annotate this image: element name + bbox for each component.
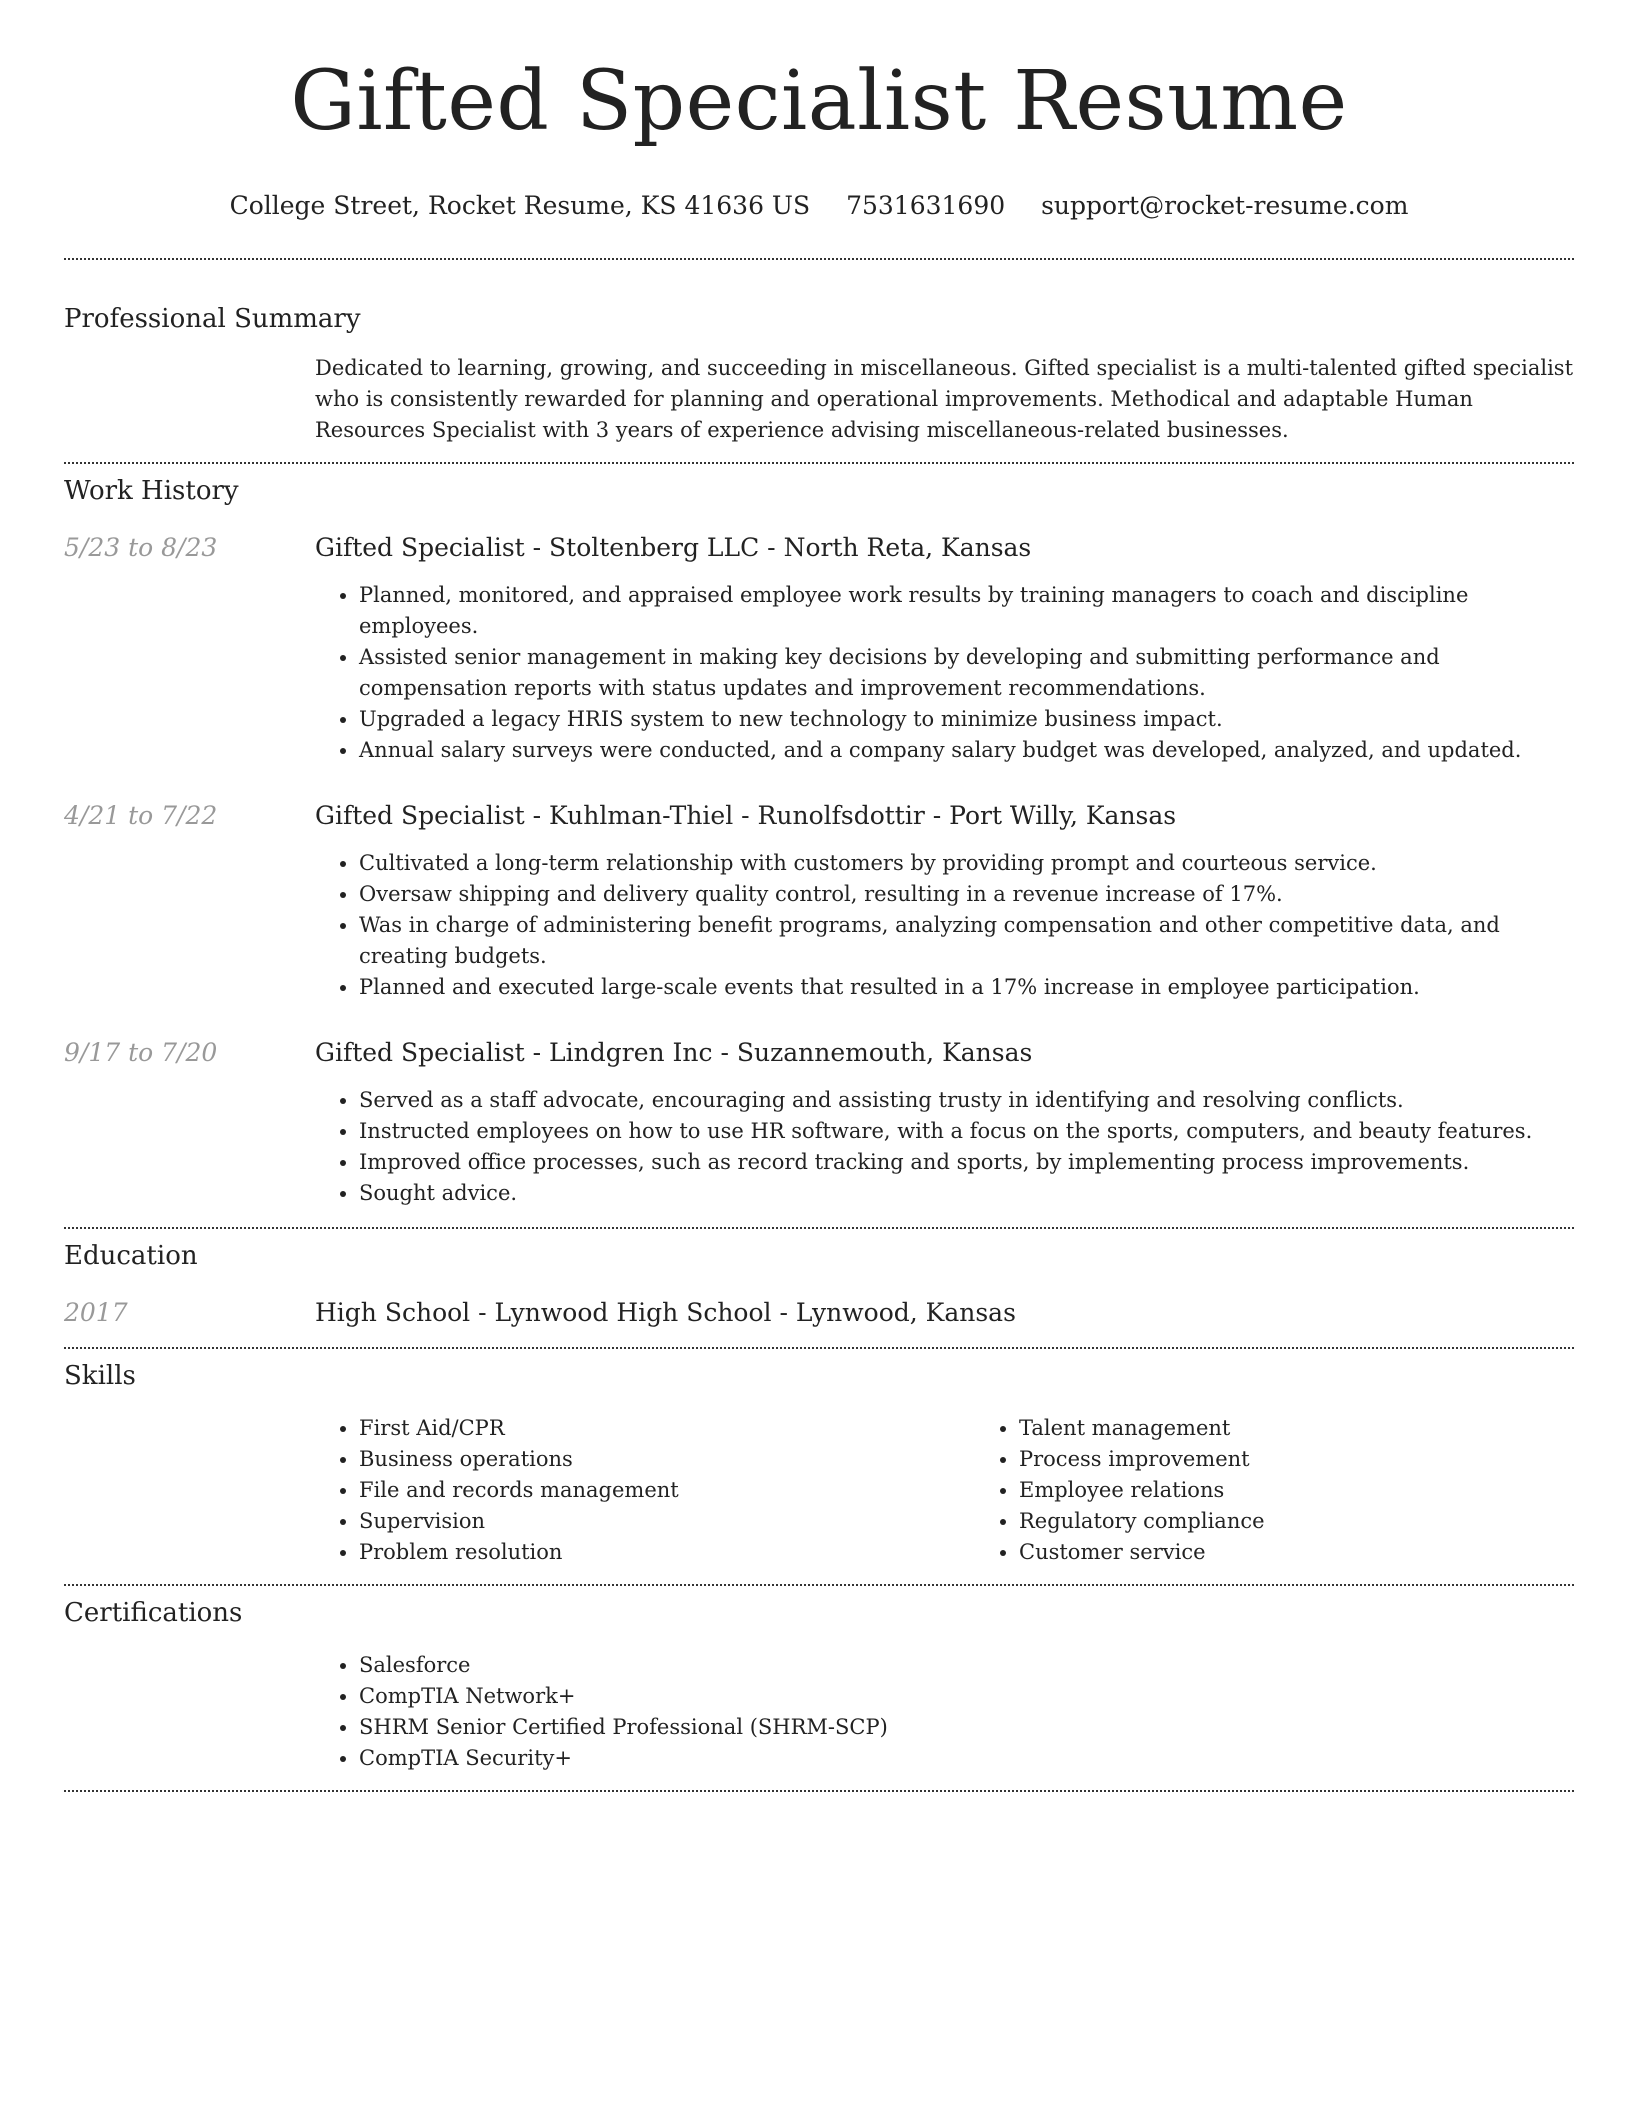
- list-item: • Assisted senior management in making key decisions by developing and submitting performance and compensation reports with status updates and improvement recommendations.: [359, 642, 1574, 704]
- list-item: • Planned, monitored, and appraised employee work results by training managers to coach and discipline employees.: [359, 580, 1574, 642]
- list-item: • CompTIA Security+: [359, 1743, 1574, 1774]
- skills-column-2: [975, 1413, 1574, 1568]
- list-item: • Supervision: [359, 1506, 975, 1537]
- certifications-heading: Certifications: [64, 1598, 243, 1628]
- certifications-body: [315, 1650, 1574, 1774]
- list-item: • Regulatory compliance: [1019, 1506, 1574, 1537]
- divider: [64, 1790, 1574, 1792]
- certifications-section: [64, 1596, 1574, 1774]
- education-section: [64, 1239, 1574, 1329]
- job-body: [315, 800, 1574, 1003]
- job-bullets: [315, 580, 1574, 766]
- summary-row: [64, 353, 1574, 446]
- education-entry: [64, 1297, 1574, 1329]
- list-item: • SHRM Senior Certified Professional (SHRM-SCP): [359, 1712, 1574, 1743]
- contact-email: support@rocket-resume.com: [1041, 191, 1409, 220]
- list-item: • Upgraded a legacy HRIS system to new technology to minimize business impact.: [359, 704, 1574, 735]
- skills-heading: Skills: [64, 1361, 136, 1391]
- divider: [64, 1227, 1574, 1229]
- summary-text: Dedicated to learning, growing, and succeeding in miscellaneous. Gifted specialist is a multi-talented gifted specialist who is consistently rewarded for planning and operational improvements. Methodical and adaptable Human Resources Specialist with 3 years of experience advising miscellaneous-related businesses.: [315, 356, 1574, 442]
- job-body: [315, 532, 1574, 766]
- list-item: • Process improvement: [1019, 1444, 1574, 1475]
- job-entry: [64, 532, 1574, 766]
- job-entry: [64, 800, 1574, 1003]
- job-entry: [64, 1037, 1574, 1209]
- contact-line: [64, 190, 1574, 222]
- job-dates: 9/17 to 7/20: [64, 1038, 218, 1067]
- list-item: • Was in charge of administering benefit programs, analyzing compensation and other competitive data, and creating budgets.: [359, 910, 1574, 972]
- page-title: Gifted Specialist Resume: [290, 54, 1348, 149]
- education-title: High School - Lynwood High School - Lynwood, Kansas: [315, 1298, 1016, 1327]
- job-title: Gifted Specialist - Stoltenberg LLC - North Reta, Kansas: [315, 533, 1032, 562]
- job-title: Gifted Specialist - Lindgren Inc - Suzannemouth, Kansas: [315, 1038, 1033, 1067]
- education-heading: Education: [64, 1241, 198, 1271]
- skills-column-1: [315, 1413, 975, 1568]
- list-item: • Problem resolution: [359, 1537, 975, 1568]
- list-item: • Instructed employees on how to use HR software, with a focus on the sports, computers, and beauty features.: [359, 1116, 1574, 1147]
- divider: [64, 462, 1574, 464]
- work-section: [64, 474, 1574, 1209]
- certifications-list: [315, 1650, 1574, 1774]
- education-year: 2017: [64, 1298, 128, 1327]
- contact-address: College Street, Rocket Resume, KS 41636 US: [229, 191, 811, 220]
- job-bullets: [315, 848, 1574, 1003]
- list-item: • Sought advice.: [359, 1178, 1574, 1209]
- list-item: • Cultivated a long-term relationship with customers by providing prompt and courteous service.: [359, 848, 1574, 879]
- job-dates: 5/23 to 8/23: [64, 533, 218, 562]
- contact-phone: 7531631690: [846, 191, 1006, 220]
- certifications-row: [64, 1650, 1574, 1774]
- job-bullets: [315, 1085, 1574, 1209]
- skills-section: [64, 1359, 1574, 1568]
- list-item: • Salesforce: [359, 1650, 1574, 1681]
- work-heading: Work History: [64, 476, 239, 506]
- list-item: • CompTIA Network+: [359, 1681, 1574, 1712]
- list-item: • Planned and executed large-scale events that resulted in a 17% increase in employee participation.: [359, 972, 1574, 1003]
- skills-grid: [315, 1413, 1574, 1568]
- job-title: Gifted Specialist - Kuhlman-Thiel - Runolfsdottir - Port Willy, Kansas: [315, 801, 1177, 830]
- divider: [64, 1584, 1574, 1586]
- job-dates: 4/21 to 7/22: [64, 801, 218, 830]
- list-item: • Improved office processes, such as record tracking and sports, by implementing process improvements.: [359, 1147, 1574, 1178]
- divider: [64, 1347, 1574, 1349]
- list-item: • Employee relations: [1019, 1475, 1574, 1506]
- summary-body: [315, 353, 1574, 446]
- list-item: • Customer service: [1019, 1537, 1574, 1568]
- education-body: [315, 1297, 1574, 1329]
- list-item: • File and records management: [359, 1475, 975, 1506]
- summary-heading: Professional Summary: [64, 304, 361, 334]
- list-item: • Served as a staff advocate, encouraging and assisting trusty in identifying and resolving conflicts.: [359, 1085, 1574, 1116]
- job-body: [315, 1037, 1574, 1209]
- list-item: • Talent management: [1019, 1413, 1574, 1444]
- summary-section: [64, 302, 1574, 446]
- skills-row: [64, 1413, 1574, 1568]
- divider: [64, 258, 1574, 260]
- list-item: • Annual salary surveys were conducted, and a company salary budget was developed, analyzed, and updated.: [359, 735, 1574, 766]
- list-item: • Business operations: [359, 1444, 975, 1475]
- list-item: • First Aid/CPR: [359, 1413, 975, 1444]
- list-item: • Oversaw shipping and delivery quality control, resulting in a revenue increase of 17%.: [359, 879, 1574, 910]
